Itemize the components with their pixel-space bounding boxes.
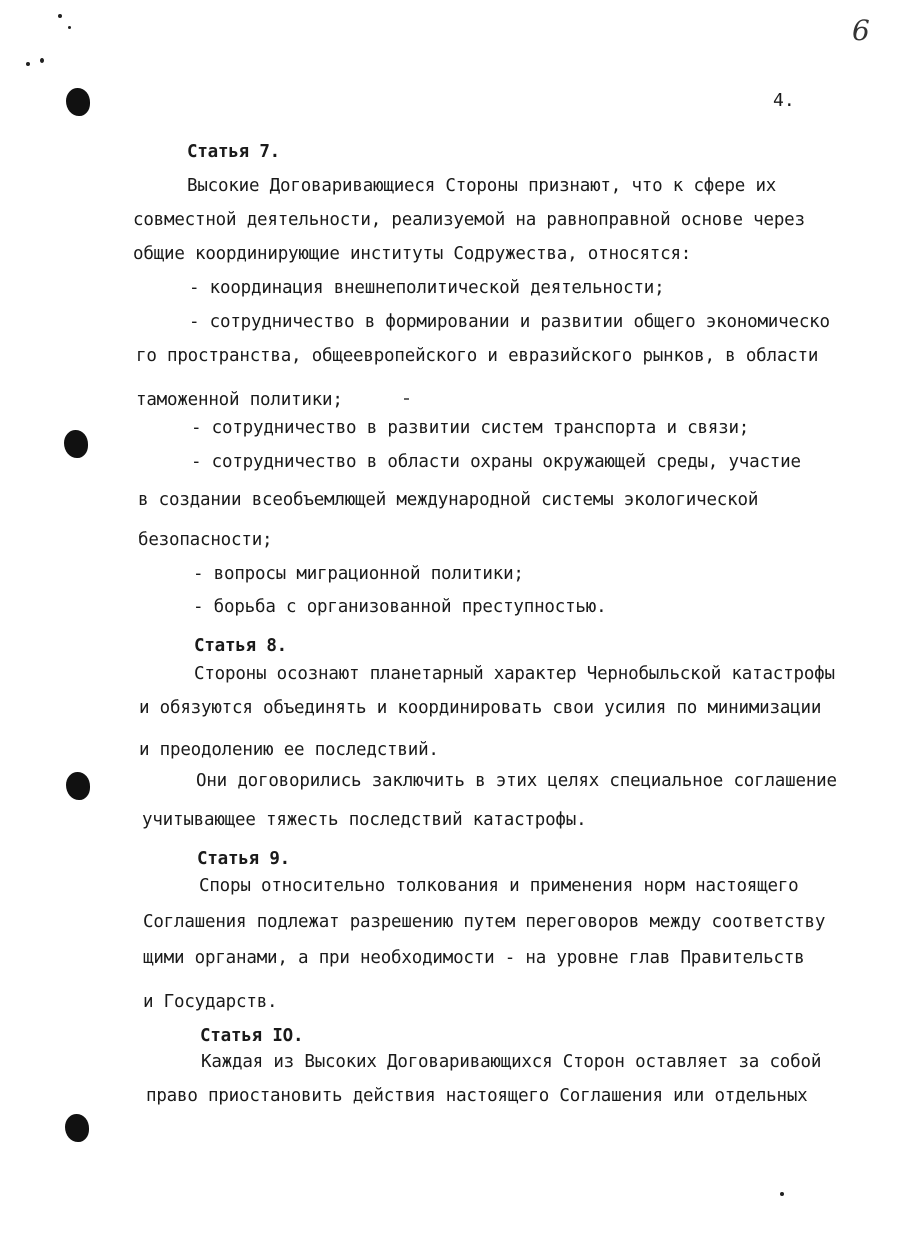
text-line: и преодолению ее последствий. [139, 740, 439, 760]
text-line: - сотрудничество в формировании и развитии общего экономическо [189, 312, 830, 332]
text-line: - сотрудничество в области охраны окружающей среды, участие [191, 452, 801, 472]
article-heading: Статья 8. [194, 636, 288, 656]
punch-hole [65, 1114, 89, 1142]
text-line: Стороны осознают планетарный характер Чернобыльской катастрофы [194, 664, 835, 684]
punch-hole [64, 430, 88, 458]
article-heading: Статья IO. [200, 1026, 304, 1046]
text-line: Они договорились заключить в этих целях специальное соглашение [196, 771, 837, 791]
text-line: и обязуются объединять и координировать свои усилия по минимизации [139, 698, 822, 718]
speck [780, 1192, 784, 1196]
article-heading: Статья 9. [197, 849, 291, 869]
text-line: Споры относительно толкования и применения норм настоящего [199, 876, 799, 896]
speck [68, 26, 71, 29]
punch-hole [66, 88, 90, 116]
text-line: Высокие Договаривающиеся Стороны признают, что к сфере их [187, 176, 777, 196]
text-line: совместной деятельности, реализуемой на равноправной основе через [133, 210, 805, 230]
text-line: го пространства, общеевропейского и евразийского рынков, в области [136, 346, 819, 366]
speck [40, 58, 44, 63]
text-line: и Государств. [143, 992, 278, 1012]
article-heading: Статья 7. [187, 142, 281, 162]
text-line: таможенной политики; [136, 390, 343, 410]
text-line: безопасности; [138, 530, 273, 550]
text-line: Каждая из Высоких Договаривающихся Сторон оставляет за собой [201, 1052, 822, 1072]
speck [58, 14, 62, 18]
text-line: общие координирующие институты Содружества, относятся: [133, 244, 692, 264]
text-line: Соглашения подлежат разрешению путем переговоров между соответству [143, 912, 826, 932]
text-line: - борьба с организованной преступностью. [193, 597, 607, 617]
text-line: - координация внешнеполитической деятельности; [189, 278, 665, 298]
punch-hole [66, 772, 90, 800]
text-line: - вопросы миграционной политики; [193, 564, 524, 584]
text-line: учитывающее тяжесть последствий катастрофы. [142, 810, 587, 830]
text-line: щими органами, а при необходимости - на уровне глав Правительств [143, 948, 805, 968]
text-line: право приостановить действия настоящего Соглашения или отдельных [146, 1086, 808, 1106]
margin-mark [404, 398, 409, 400]
text-line: - сотрудничество в развитии систем транспорта и связи; [191, 418, 750, 438]
text-line: в создании всеобъемлющей международной системы экологической [138, 490, 759, 510]
speck [26, 62, 30, 66]
page-number: 4. [773, 90, 795, 111]
handwritten-sheet-number: 6 [852, 14, 870, 47]
